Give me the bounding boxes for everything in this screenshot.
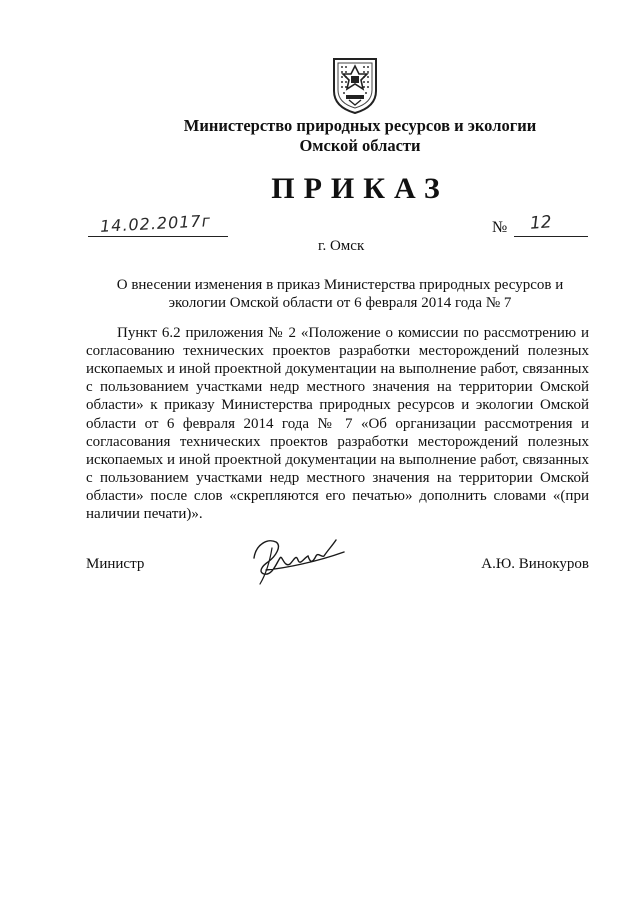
city-label: г. Омск: [318, 238, 365, 254]
signature-icon: [246, 528, 350, 588]
subject-line1: О внесении изменения в приказ Министерства природных ресурсов и: [116, 277, 564, 293]
ministry-name-line1: Министерство природных ресурсов и экологии: [183, 116, 537, 135]
body-line: области» к приказу Министерства природных ресурсов и экологии Омской: [86, 397, 589, 414]
handwritten-date: 14.02.2017г: [99, 211, 212, 236]
subject-line2: экологии Омской области от 6 февраля 2014 года № 7: [168, 295, 512, 311]
document-type-title: ПРИКАЗ: [271, 172, 449, 205]
body-line: согласованию технических проектов разработки месторождений полезных: [86, 343, 589, 360]
body-line: с пользованием участками недр местного значения на территории Омской: [86, 379, 589, 396]
body-line: Пункт 6.2 приложения № 2 «Положение о комиссии по рассмотрению и: [117, 325, 589, 341]
body-line: области» после слов «скрепляются его печатью» дополнить словами «(при: [86, 487, 589, 504]
body-line: согласования технических проектов разработки месторождений полезных: [86, 433, 589, 450]
number-label: №: [492, 219, 508, 236]
body-line: ископаемых и иной проектной документации на выполнение работ, связанных: [86, 451, 589, 468]
body-line: с пользованием участками недр местного значения на территории Омской: [86, 469, 589, 486]
signer-role: Министр: [86, 556, 145, 572]
body-line: наличии печати)».: [86, 506, 203, 522]
number-field: [514, 212, 588, 237]
signer-name: А.Ю. Винокуров: [481, 556, 589, 572]
body-line: области от 6 февраля 2014 года № 7 «Об организации рассмотрения и: [86, 415, 589, 432]
body-line: ископаемых и иной проектной документации на выполнение работ, связанных: [86, 361, 589, 378]
ministry-name-line2: Омской области: [299, 136, 421, 155]
date-field: [88, 211, 228, 237]
handwritten-number: 12: [529, 212, 553, 234]
coat-of-arms-icon: [332, 57, 378, 115]
